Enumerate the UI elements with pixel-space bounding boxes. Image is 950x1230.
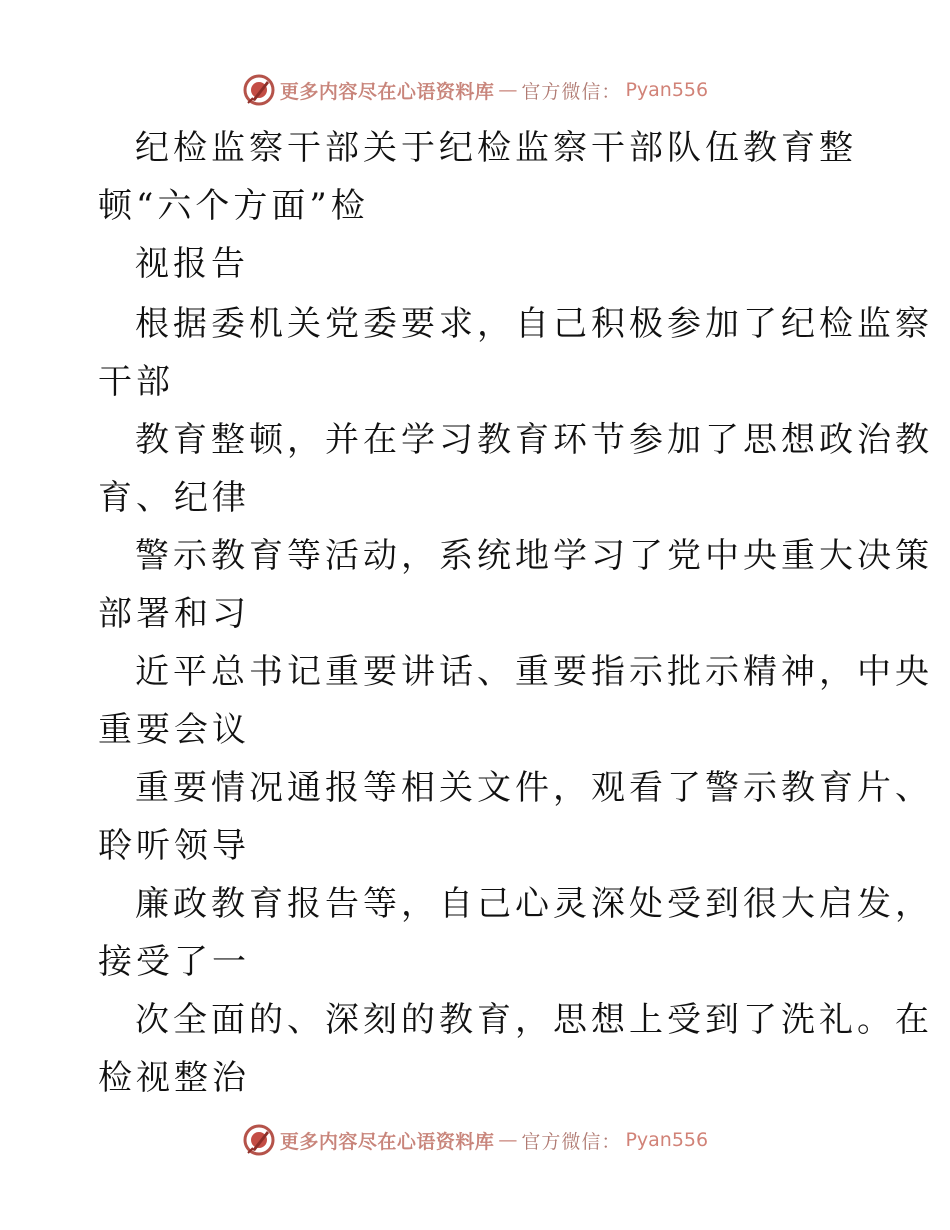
text-line-5: 干部 xyxy=(98,362,174,402)
text-line-4: 根据委机关党委要求，自己积极参加了纪检监察 xyxy=(135,304,933,344)
wechat-id: Pyan556 xyxy=(625,1129,709,1151)
text-line-8: 警示教育等活动，系统地学习了党中央重大决策 xyxy=(135,536,933,576)
text-line-12: 重要情况通报等相关文件，观看了警示教育片、 xyxy=(135,768,933,808)
quill-logo-icon xyxy=(242,1123,276,1157)
text-line-3: 视报告 xyxy=(135,244,249,284)
quill-logo-icon xyxy=(242,73,276,107)
official-wechat-label: 官方微信： xyxy=(521,80,622,103)
footer-watermark-banner xyxy=(0,1120,950,1160)
text-line-13: 聆听领导 xyxy=(98,826,250,866)
text-line-6: 教育整顿，并在学习教育环节参加了思想政治教 xyxy=(135,420,933,460)
banner-dash: — xyxy=(498,1129,518,1151)
text-line-7: 育、纪律 xyxy=(98,478,250,518)
text-line-10: 近平总书记重要讲话、重要指示批示精神，中央 xyxy=(135,652,933,692)
text-line-14: 廉政教育报告等，自己心灵深处受到很大启发， xyxy=(135,884,933,924)
text-line-1: 纪检监察干部关于纪检监察干部队伍教育整 xyxy=(135,128,857,168)
text-line-11: 重要会议 xyxy=(98,710,250,750)
text-line-16: 次全面的、深刻的教育，思想上受到了洗礼。在 xyxy=(135,1000,933,1040)
header-watermark-banner xyxy=(0,70,950,110)
text-line-2: 顿“六个方面”检 xyxy=(98,186,369,226)
official-wechat-label: 官方微信： xyxy=(521,1130,622,1153)
banner-dash: — xyxy=(498,79,518,101)
text-line-17: 检视整治 xyxy=(98,1058,250,1098)
wechat-id: Pyan556 xyxy=(625,79,709,101)
brand-text: 更多内容尽在心语资料库 xyxy=(279,1130,495,1153)
text-line-15: 接受了一 xyxy=(98,942,250,982)
text-line-9: 部署和习 xyxy=(98,594,250,634)
brand-text: 更多内容尽在心语资料库 xyxy=(279,80,495,103)
